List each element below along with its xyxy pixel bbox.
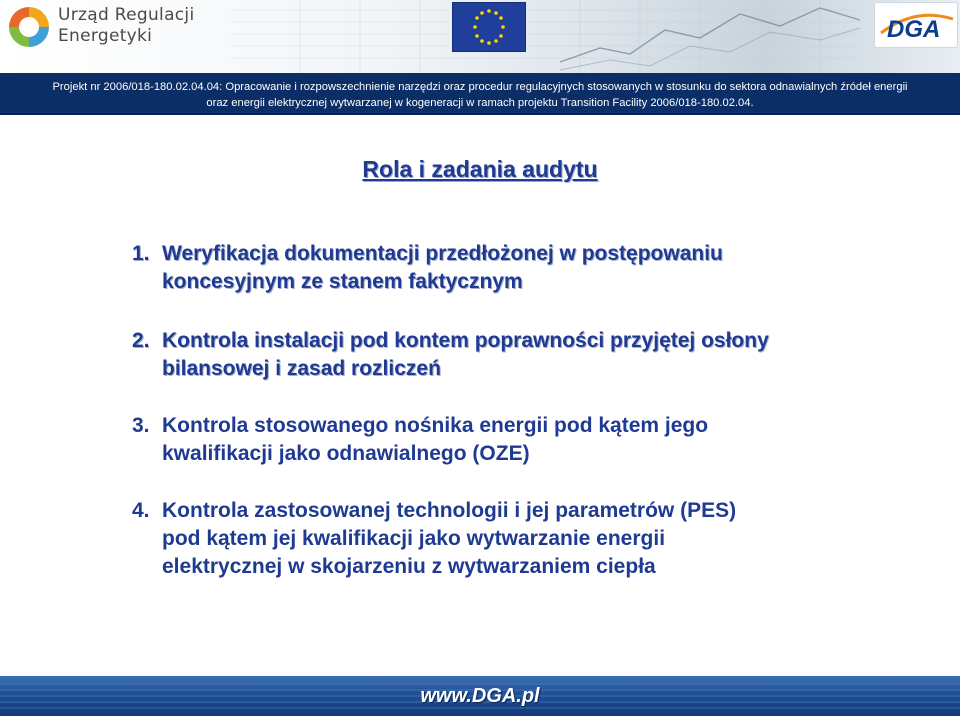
item-number: 3.	[132, 414, 150, 437]
audit-item-2	[132, 327, 912, 383]
item-text-line-1: Kontrola stosowanego nośnika energii pod kątem jego	[162, 414, 709, 437]
item-text-line-1: Kontrola zastosowanej technologii i jej parametrów (PES)	[162, 499, 737, 522]
dga-logo-text: DGA	[887, 16, 941, 43]
logo-line-1: Urząd Regulacji	[58, 5, 195, 25]
item-text-line-2: kwalifikacji jako odnawialnego (OZE)	[162, 442, 530, 465]
footer-bar	[0, 676, 960, 716]
project-line-1: Projekt nr 2006/018-180.02.04.04: Opracowanie i rozpowszechnienie narzędzi oraz procedur regulacyjnych stosowanych w stosunku do sektora odnawialnych źródeł energii	[52, 81, 908, 93]
item-text-line-3: elektrycznej w skojarzeniu z wytwarzaniem ciepła	[162, 555, 656, 578]
project-line-2: oraz energii elektrycznej wytwarzanej w kogeneracji w ramach projektu Transition Facility 2006/018-180.02.04.	[206, 97, 754, 109]
slide-title: Rola i zadania audytu	[362, 156, 598, 182]
ure-logo-text	[58, 5, 194, 47]
footer-website-link[interactable]: www.DGA.pl	[420, 685, 540, 707]
item-number: 1.	[132, 242, 150, 265]
header-banner	[0, 0, 960, 73]
item-text-line-2: bilansowej i zasad rozliczeń	[162, 357, 441, 380]
project-info-bar	[0, 73, 960, 115]
item-text-line-2: koncesyjnym ze stanem faktycznym	[162, 270, 523, 293]
item-text-line-1: Weryfikacja dokumentacji przedłożonej w postępowaniu	[162, 242, 723, 265]
eu-flag-icon	[452, 2, 526, 52]
logo-line-2: Energetyki	[58, 26, 153, 46]
dga-logo	[874, 2, 958, 48]
audit-item-3	[132, 412, 912, 468]
item-number: 4.	[132, 499, 150, 522]
audit-item-1	[132, 240, 912, 296]
dga-logo-graphic	[875, 3, 957, 47]
item-text-line-1: Kontrola instalacji pod kontem poprawności przyjętej osłony	[162, 329, 769, 352]
audit-item-4	[132, 497, 912, 581]
item-text-line-2: pod kątem jej kwalifikacji jako wytwarzanie energii	[162, 527, 666, 550]
ure-logo-icon	[6, 4, 52, 50]
item-number: 2.	[132, 329, 150, 352]
